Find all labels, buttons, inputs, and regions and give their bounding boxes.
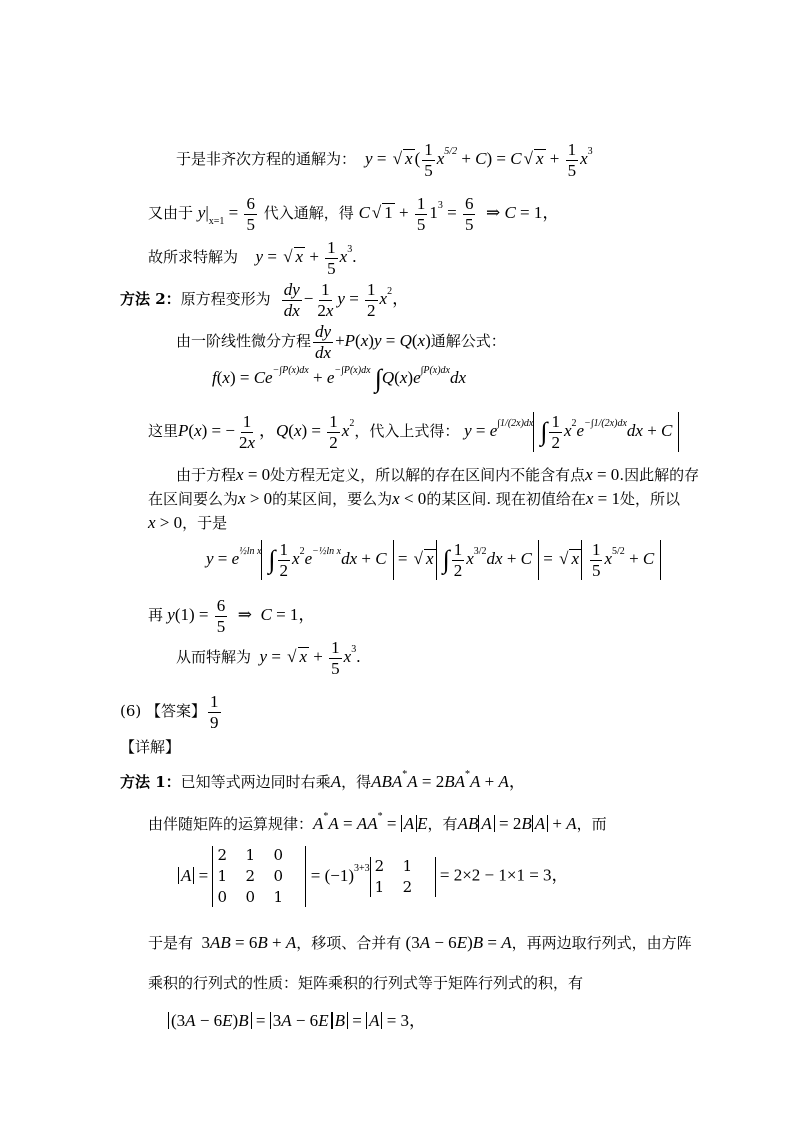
cell: 0 [245, 888, 256, 906]
text: 乘积的行列式的性质：矩阵乘积的行列式等于矩阵行列式的积，有 [148, 974, 584, 992]
formula: AB A = 2B A + A [457, 814, 577, 833]
text: .因此解的存 [619, 466, 700, 484]
formula: $f(x) = Ce^{-\int P(x)dx} + e^{-\int P(x)dx}$ $\int Q(x)e^{\int P(x)dx}dx$ [212, 364, 467, 394]
line-rearrange [148, 934, 692, 951]
text: 已知等式两边同时右乘 [180, 773, 331, 791]
line-general-solution [176, 140, 593, 180]
det-2x2 [370, 857, 436, 897]
cell: 2 [374, 856, 385, 875]
text: 由一阶线性微分方程 [176, 331, 312, 350]
cell: 2 [402, 877, 413, 896]
formula: C √ 1 + $\frac{1}{5}$ $1^3$ = $\frac{6}{5}$ ⇒ C = 1， [358, 194, 560, 234]
method-label: 方法 2： [120, 289, 181, 308]
text: 在区间要么为 [148, 490, 239, 508]
text: 又由于 [148, 203, 194, 222]
text: 的某区间，要么为 [272, 490, 393, 508]
para-line-2 [148, 490, 680, 507]
formula: 3AB = 6B + A [201, 933, 297, 952]
text: 再 [148, 605, 164, 624]
formula: x = 1 [585, 489, 620, 508]
solution-derivation [206, 540, 661, 580]
formula: A [330, 772, 342, 791]
formula: $y = e^{\frac{1}{2}ln x}$ ∫ $\frac{1}{2}$ $x^2e^{-\frac{1}{2}ln x}dx + C$ = √ x ∫ $\frac{1}{2}$ $x^{3/2}dx + C$ = √ x $\frac{1}{5}$ $x^{5/2} + C$ [206, 549, 661, 568]
formula: $\frac{dy}{dx}$ − $\frac{1}{2x}$ y = $\frac{1}{2}$ $x^2$， [283, 280, 410, 320]
formula: A = [178, 866, 212, 885]
formula: P(x) = − $\frac{1}{2x}$ ，Q(x) = $\frac{1}{2}$ $x^2$ [178, 412, 355, 452]
text: ，得 [341, 773, 372, 791]
formula: ABA*A = 2BA*A + A， [371, 769, 526, 791]
text: 原方程变形为 [180, 289, 271, 308]
formula: $y = e^{\int 1/(2x)dx}$ ∫ $\frac{1}{2}$ $x^2e^{-\int 1/(2x)dx}dx + C$ [464, 421, 679, 440]
formula: x > 0 [238, 489, 273, 508]
formula: = $(-1)^{3+3}$ [306, 862, 370, 885]
text: 由伴随矩阵的运算规律： [148, 815, 314, 833]
cell: 1 [374, 877, 385, 896]
answer-value: $\frac{1}{9}$ [210, 692, 219, 732]
cell: 1 [273, 888, 284, 906]
text: ，于是 [182, 514, 228, 532]
text: 故所求特解为 [148, 247, 239, 266]
formula: x > 0 [148, 513, 183, 532]
general-formula [212, 366, 466, 392]
determinant-line [178, 846, 569, 907]
line-particular-solution [148, 238, 356, 278]
formula: A*A = AA* = A E [313, 811, 428, 833]
text: ，而 [576, 815, 607, 833]
formula: x < 0 [392, 489, 427, 508]
para-line-3 [148, 514, 227, 531]
formula: y = √ x ( $\frac{1}{5}$ $x^{5/2} + C) = C$ √ x + $\frac{1}{5}$ $x^3$ [360, 140, 593, 180]
det-3x3 [212, 846, 306, 907]
text: 于是有 [148, 934, 194, 952]
text: 处方程无定义，所以解的存在区间内不能含有点 [270, 466, 586, 484]
line-det-result [168, 1012, 426, 1029]
text: 的某区间. 现在初值给在 [426, 490, 586, 508]
text: 于是非齐次方程的通解为： [176, 149, 357, 168]
formula: y(1) = $\frac{6}{5}$ ⇒ C = 1， [163, 596, 316, 636]
formula: $\frac{dy}{dx}$ +P(x)y = Q(x) [315, 322, 431, 362]
text: 【详解】 [120, 738, 181, 756]
cell: 0 [273, 846, 284, 864]
formula: $y|_{x=1}$ = $\frac{6}{5}$ [197, 194, 255, 234]
cell: 0 [217, 888, 228, 906]
formula: x = 0 [236, 465, 271, 484]
cell: 1 [245, 846, 256, 864]
text: ，移项、合并有 [296, 934, 402, 952]
text: ，代入上式得： [354, 421, 460, 440]
line-final-solution [176, 638, 360, 678]
text: 从而特解为 [176, 647, 252, 666]
cell: 2 [245, 867, 256, 885]
text: (6) 【答案】 [120, 701, 207, 720]
text: 这里 [148, 421, 179, 440]
text: ，再两边取行列式，由方阵 [511, 934, 692, 952]
formula: y = √ x + $\frac{1}{5}$ $x^3$. [251, 638, 361, 678]
formula: x = 0 [585, 465, 620, 484]
cell: 2 [217, 846, 228, 864]
line-adjugate [148, 812, 607, 832]
cell: 1 [217, 867, 228, 885]
text: 通解公式： [430, 331, 506, 350]
formula: y = √ x + $\frac{1}{5}$ $x^3$. [242, 238, 357, 278]
line-substitute [148, 412, 679, 452]
line-linear-ode [176, 322, 506, 362]
formula: (3A − 6E)B = A [405, 933, 512, 952]
text: 代入通解，得 [263, 203, 354, 222]
method-1-line [120, 770, 526, 790]
cell: 0 [273, 867, 284, 885]
line-initial-condition [148, 194, 559, 234]
detail-heading [120, 740, 180, 755]
method-2-line [120, 280, 409, 320]
answer-6 [120, 692, 223, 732]
formula: = 2×2 − 1×1 = 3， [435, 865, 569, 885]
text: 由于方程 [176, 466, 237, 484]
text: 处，所以 [620, 490, 681, 508]
formula: (3A − 6E)B = 3A − 6E B = A = 3， [168, 1011, 426, 1030]
text: ，有 [427, 815, 458, 833]
line-property [148, 976, 583, 991]
line-y1 [148, 596, 315, 636]
cell: 1 [402, 856, 413, 875]
para-line-1 [176, 466, 699, 483]
method-label: 方法 1： [120, 773, 181, 791]
